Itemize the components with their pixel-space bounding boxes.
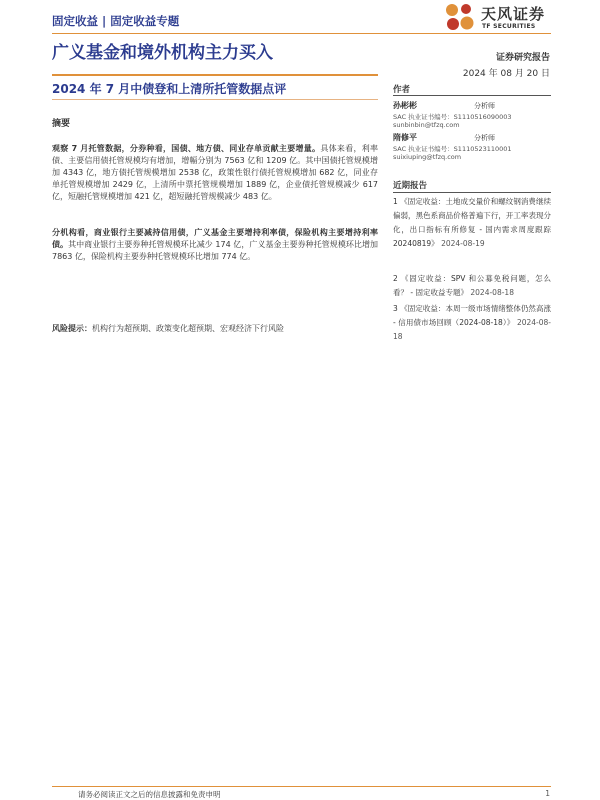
report-subtitle: 2024 年 7 月中债登和上清所托管数据点评 bbox=[52, 82, 287, 96]
risk-text: 机构行为超预期、政策变化超预期、宏观经济下行风险 bbox=[92, 324, 284, 333]
recent-reports-heading: 近期报告 bbox=[393, 181, 428, 191]
recent-report-title: 2 《固定收益：SPV 和公募免税问题，怎么看？ - 固定收益专题》 bbox=[393, 274, 551, 297]
header-divider bbox=[52, 33, 551, 34]
title-divider bbox=[52, 74, 378, 76]
footer-divider bbox=[52, 786, 551, 787]
recent-report-date: 2024-08-19 bbox=[441, 239, 485, 248]
report-type: 证券研究报告 bbox=[495, 53, 550, 63]
report-category: 固定收益 | 固定收益专题 bbox=[52, 14, 180, 28]
logo-text-en: TF SECURITIES bbox=[482, 23, 536, 30]
subtitle-divider bbox=[52, 99, 378, 100]
logo-mark-icon bbox=[443, 2, 477, 34]
recent-report-item[interactable] bbox=[393, 302, 551, 344]
author-email[interactable]: sunbinbin@tfzq.com bbox=[393, 121, 460, 129]
abstract-p1-body: 具体来看，利率债、主要信用债托管规模均有增加，增幅分别为 7563 亿和 1209 亿。其中国债托管规模增加 4343 亿，地方债托管规模增加 2538 亿，政策性银行债托管规模增加 682 亿，同业存单托管规模增加 2429 亿，上清所中票托管规模增加 1889 亿，企业债托管规模减少 617 亿，短融托管规模增加 421 亿，超短融托管规模减少 483 亿。 bbox=[52, 144, 378, 201]
recent-report-title: 3 《固定收益：本周一级市场情绪整体仍然高涨 - 信用债市场回顾（2024-08-18）》 bbox=[393, 304, 551, 327]
disclaimer-note: 请务必阅读正文之后的信息披露和免责申明 bbox=[78, 790, 221, 799]
abstract-p2-body: 其中商业银行主要券种托管规模环比减少 174 亿，广义基金主要券种托管规模环比增加 7863 亿，保险机构主要券种托管规模环比增加 774 亿。 bbox=[52, 240, 379, 261]
page-number: 1 bbox=[545, 789, 550, 798]
abstract-p2-lead: 分机构看，商业银行主要减持信用债，广义基金主要增持利率债，保险机构主要增持利率债。 bbox=[52, 228, 378, 249]
report-date: 2024 年 08 月 20 日 bbox=[462, 69, 550, 79]
recent-reports-divider bbox=[393, 192, 551, 193]
author-name: 孙彬彬 bbox=[393, 101, 417, 110]
authors-divider bbox=[393, 95, 551, 96]
report-title: 广义基金和境外机构主力买入 bbox=[52, 43, 273, 63]
logo-text-cn: 天风证券 bbox=[481, 5, 546, 23]
risk-label: 风险提示： bbox=[52, 324, 92, 333]
recent-report-title: 1 《固定收益：土地成交量价和螺纹钢消费继续偏弱，黑色系商品价格普遍下行，开工率表现分化，出口指标有所修复 - 国内需求周度跟踪 20240819》 bbox=[393, 197, 551, 248]
risk-warning bbox=[52, 323, 378, 334]
authors-heading: 作者 bbox=[393, 85, 411, 95]
author-role: 分析师 bbox=[474, 102, 495, 110]
author-cert: SAC 执业证书编号：S1110516090003 bbox=[393, 113, 512, 121]
author-cert: SAC 执业证书编号：S1110523110001 bbox=[393, 145, 512, 153]
abstract-p1-lead: 观察 7 月托管数据，分券种看，国债、地方债、同业存单贡献主要增量。 bbox=[52, 144, 321, 153]
author-role: 分析师 bbox=[474, 134, 495, 142]
recent-report-date: 2024-08-18 bbox=[393, 318, 551, 341]
company-logo bbox=[443, 2, 553, 34]
recent-report-item[interactable] bbox=[393, 272, 551, 300]
recent-report-item[interactable] bbox=[393, 195, 551, 251]
recent-report-date: 2024-08-18 bbox=[470, 288, 514, 297]
abstract-paragraph-2 bbox=[52, 227, 378, 263]
author-email[interactable]: suixiuping@tfzq.com bbox=[393, 153, 462, 161]
abstract-paragraph-1 bbox=[52, 143, 378, 203]
author-name: 隋修平 bbox=[393, 133, 417, 142]
abstract-label: 摘要 bbox=[52, 119, 71, 129]
